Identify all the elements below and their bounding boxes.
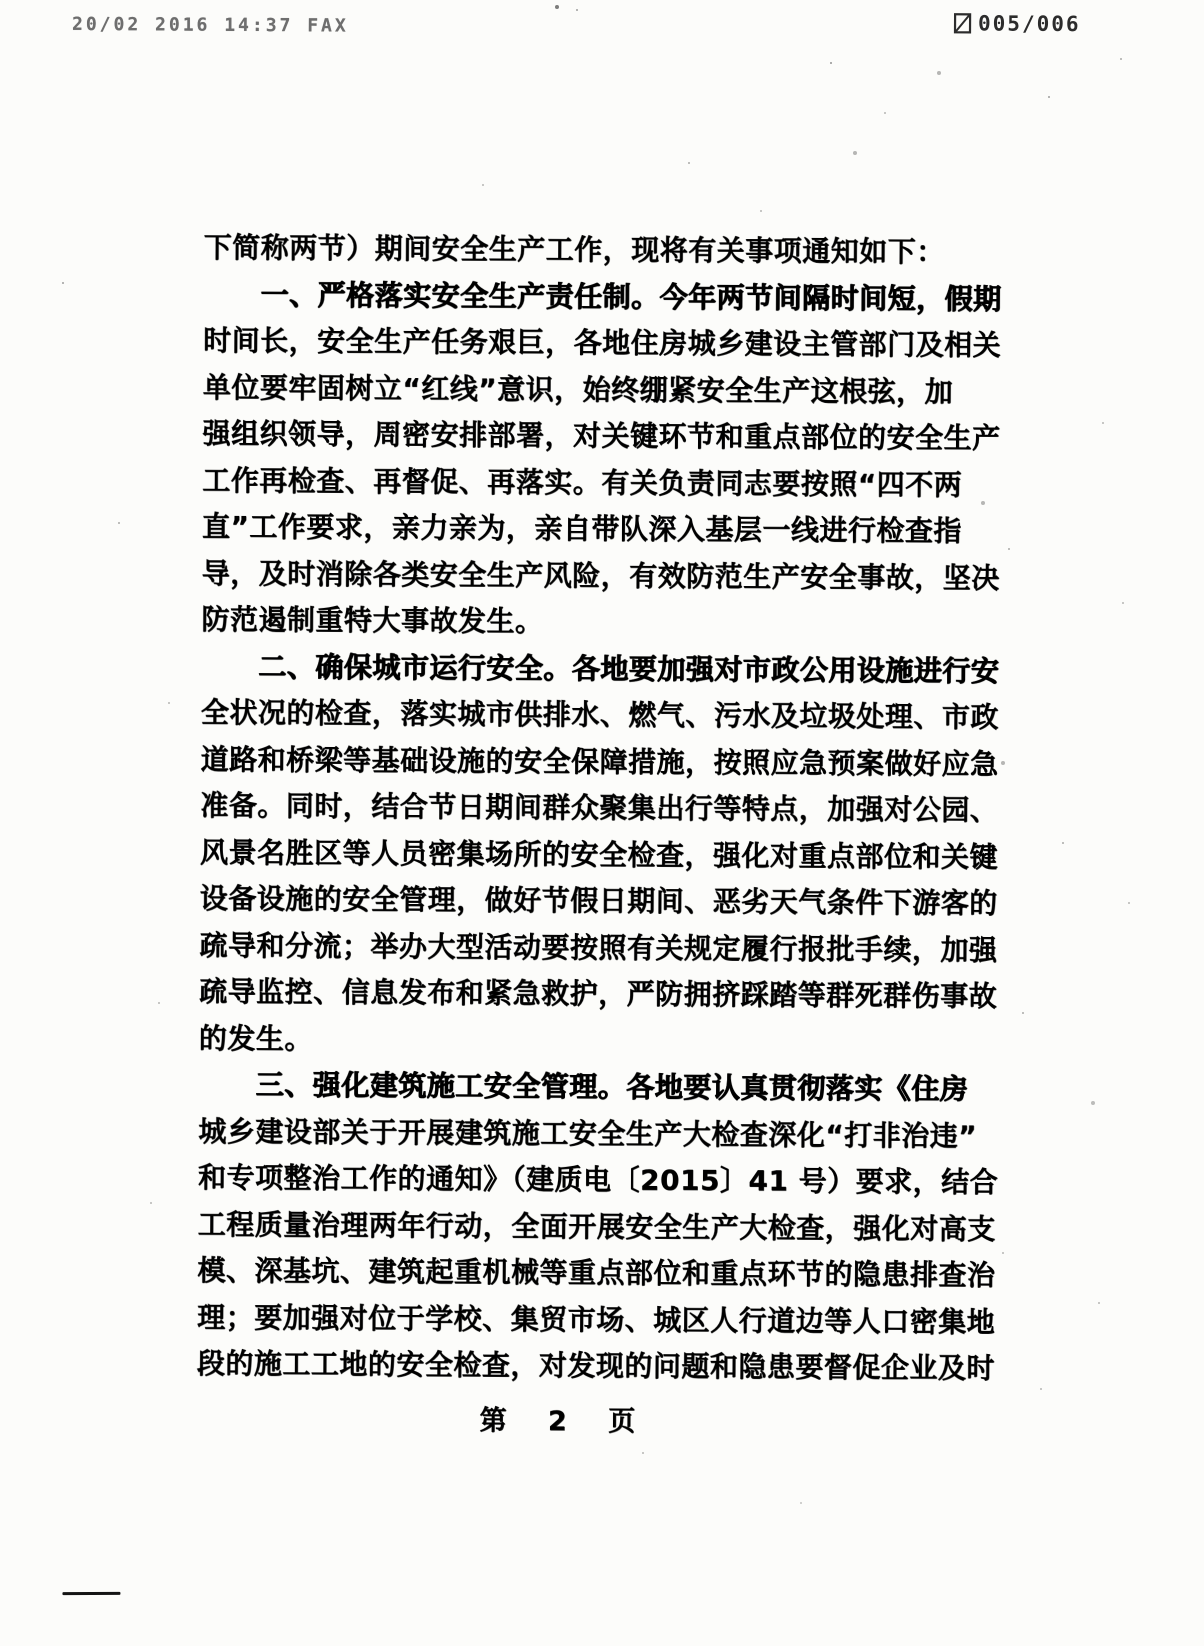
body-line-heading-1: 一、严格落实安全生产责任制。今年两节间隔时间短，假期 <box>260 277 1002 316</box>
body-line-heading-2: 二、确保城市运行安全。各地要加强对市政公用设施进行安 <box>258 649 1000 688</box>
body-line: 的发生。 <box>198 1021 313 1055</box>
body-line: 单位要牢固树立“红线”意识，始终绷紧安全生产这根弦，加 <box>202 370 954 408</box>
body-line: 风景名胜区等人员密集场所的安全检查，强化对重点部位和关键 <box>199 835 999 874</box>
body-line: 工程质量治理两年行动，全面开展安全生产大检查，强化对高支 <box>197 1207 996 1246</box>
body-line: 和专项整治工作的通知》（建质电〔2015〕41 号）要求，结合 <box>197 1160 999 1199</box>
body-line: 防范遏制重特大事故发生。 <box>201 602 544 638</box>
page-number-footer: 第 2 页 <box>479 1405 652 1438</box>
body-line: 理；要加强对位于学校、集贸市场、城区人行道边等人口密集地 <box>197 1300 996 1339</box>
fax-timestamp: 20/02 2016 14:37 FAX <box>71 13 349 37</box>
body-line: 段的施工工地的安全检查，对发现的问题和隐患要督促企业及时 <box>196 1346 995 1385</box>
separator-line <box>62 1592 120 1595</box>
body-line: 直”工作要求，亲力亲为，亲自带队深入基层一线进行检查指 <box>201 509 962 548</box>
body-line: 设备设施的安全管理，做好节假日期间、恶劣天气条件下游客的 <box>199 881 998 920</box>
document-body <box>196 225 1002 1392</box>
body-line: 疏导和分流；举办大型活动要按照有关规定履行报批手续，加强 <box>199 928 998 967</box>
document-page-icon <box>952 11 974 35</box>
body-line: 工作再检查、再督促、再落实。有关负责同志要按照“四不两 <box>202 463 963 501</box>
body-line: 疏导监控、信息发布和紧急救护，严防拥挤踩踏等群死群伤事故 <box>199 974 998 1013</box>
fax-page-counter: 005/006 <box>977 11 1081 37</box>
body-line: 时间长，安全生产任务艰巨，各地住房城乡建设主管部门及相关 <box>203 323 1002 362</box>
body-line: 城乡建设部关于开展建筑施工安全生产大检查深化“打非治违” <box>198 1114 978 1152</box>
body-line: 全状况的检查，落实城市供排水、燃气、污水及垃圾处理、市政 <box>200 695 999 734</box>
body-line: 准备。同时，结合节日期间群众聚集出行等特点，加强对公园、 <box>200 788 999 827</box>
fax-page-counter-group <box>952 11 1081 36</box>
body-line: 强组织领导，周密安排部署，对关键环节和重点部位的安全生产 <box>202 416 1001 455</box>
body-line: 模、深基坑、建筑起重机械等重点部位和重点环节的隐患排查治 <box>197 1253 996 1292</box>
body-line: 导，及时消除各类安全生产风险，有效防范生产安全事故，坚决 <box>201 556 1000 595</box>
body-line-heading-3: 三、强化建筑施工安全管理。各地要认真贯彻落实《住房 <box>255 1068 969 1106</box>
body-line: 道路和桥梁等基础设施的安全保障措施，按照应急预案做好应急 <box>200 742 999 781</box>
body-line: 下简称两节）期间安全生产工作，现将有关事项通知如下： <box>203 230 945 269</box>
